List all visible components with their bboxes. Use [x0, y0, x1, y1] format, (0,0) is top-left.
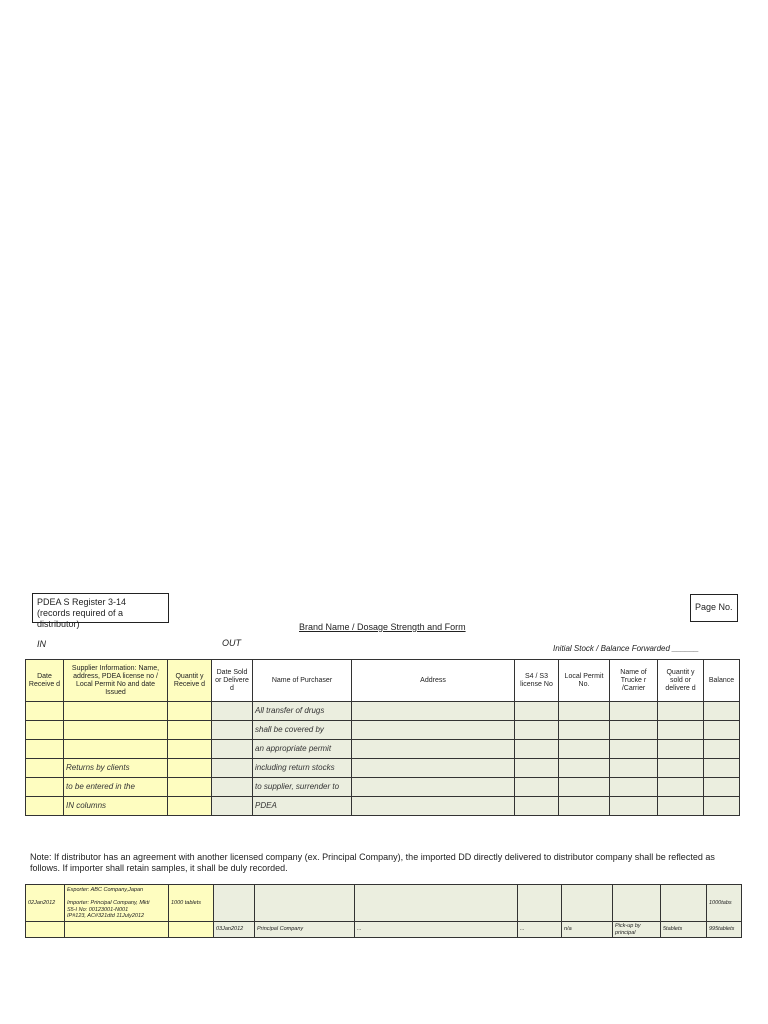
example-table	[25, 884, 742, 938]
col-address: Address	[352, 660, 515, 702]
table-header-row	[26, 660, 740, 702]
example-row-received	[26, 885, 742, 922]
example-date-received: 02Jan2012	[26, 885, 65, 922]
document-title: Brand Name / Dosage Strength and Form	[299, 622, 466, 632]
example-license: ...	[518, 922, 562, 938]
col-date-received: Date Receive d	[26, 660, 64, 702]
purchaser-note: PDEA	[253, 797, 352, 816]
supplier-note: Returns by clients	[64, 759, 168, 778]
register-table	[25, 659, 740, 816]
table-row	[26, 759, 740, 778]
table-row	[26, 740, 740, 759]
initial-stock-label: Initial Stock / Balance Forwarded ______	[553, 644, 699, 653]
col-supplier-information: Supplier Information: Name, address, PDEA license no / Local Permit No and date Issued	[64, 660, 168, 702]
col-quantity-sold: Quantit y sold or delivere d	[658, 660, 704, 702]
example-permit: n/a	[562, 922, 613, 938]
table-row	[26, 797, 740, 816]
register-info-box	[32, 593, 169, 629]
in-section-label: IN	[37, 639, 46, 649]
example-supplier-info: Exporter: ABC Company,Japan Importer: Principal Company, Mkti S5-I No: 00123001-N001 IP#123, AC#321dtd 11July2012	[65, 885, 169, 922]
purchaser-note: All transfer of drugs	[253, 702, 352, 721]
example-qty-sold: 5tablets	[661, 922, 707, 938]
purchaser-note: shall be covered by	[253, 721, 352, 740]
col-name-of-purchaser: Name of Purchaser	[253, 660, 352, 702]
purchaser-note: an appropriate permit	[253, 740, 352, 759]
supplier-note: to be entered in the	[64, 778, 168, 797]
register-title: PDEA S Register 3-14	[37, 597, 127, 607]
purchaser-note: including return stocks	[253, 759, 352, 778]
purchaser-note: to supplier, surrender to	[253, 778, 352, 797]
table-row	[26, 702, 740, 721]
example-row-sold	[26, 922, 742, 938]
page-no-label: Page No.	[695, 602, 733, 612]
table-row	[26, 778, 740, 797]
col-s4-s3-license: S4 / S3 license No	[515, 660, 559, 702]
out-section-label: OUT	[222, 638, 241, 648]
col-balance: Balance	[704, 660, 740, 702]
example-balance: 1000tabs	[707, 885, 742, 922]
col-date-sold: Date Sold or Delivere d	[212, 660, 253, 702]
supplier-note: IN columns	[64, 797, 168, 816]
example-qty-received: 1000 tablets	[169, 885, 214, 922]
example-balance-after: 995tablets	[707, 922, 742, 938]
example-purchaser: Principal Company	[255, 922, 355, 938]
example-date-sold: 03Jan2012	[214, 922, 255, 938]
example-address: ...	[355, 922, 518, 938]
col-quantity-received: Quantit y Receive d	[168, 660, 212, 702]
distributor-note: Note: If distributor has an agreement with another licensed company (ex. Principal Company), the imported DD directly delivered to distributor company shall be reflected as follows. If importer shall retain samples, it shall be duly recorded.	[30, 852, 715, 873]
example-trucker: Pick-up by principal	[613, 922, 661, 938]
col-local-permit: Local Permit No.	[559, 660, 610, 702]
col-trucker-carrier: Name of Trucke r /Carrier	[610, 660, 658, 702]
table-row	[26, 721, 740, 740]
page-no-box	[690, 594, 738, 622]
register-subtitle: (records required of a distributor)	[37, 608, 124, 629]
